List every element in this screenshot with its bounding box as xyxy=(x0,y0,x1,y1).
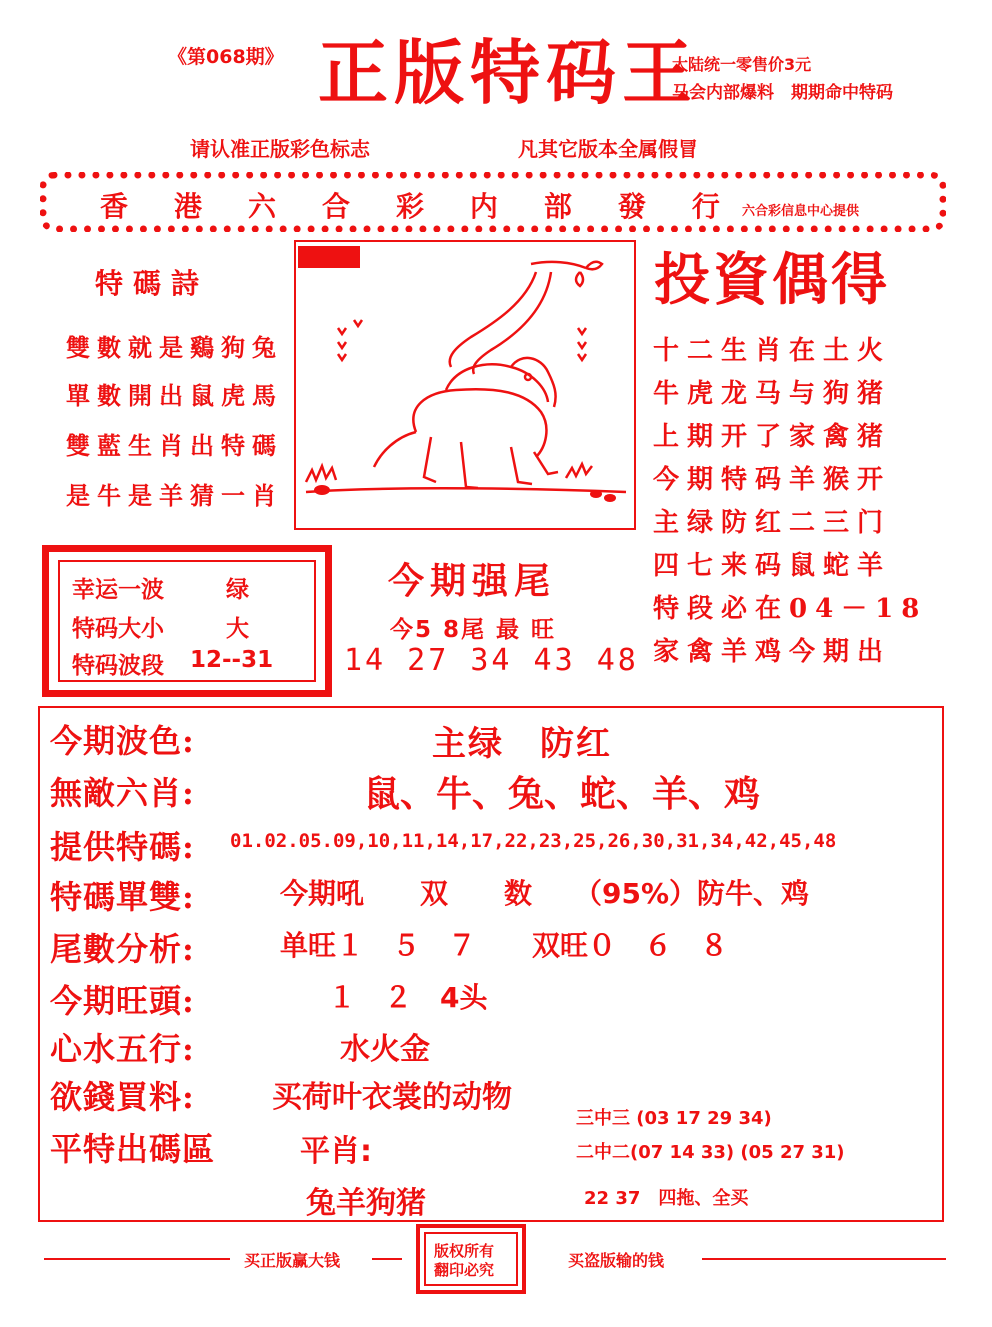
price-note: 大陆统一零售价3元 xyxy=(672,55,812,74)
verse-line: 特段必在04－18 xyxy=(653,594,928,624)
flat-zodiac-value: 兔羊狗猪 xyxy=(306,1186,426,1221)
banner-char: 行 xyxy=(691,190,720,223)
lucky-label: 特码波段 xyxy=(72,653,164,679)
footer-left-slogan: 买正版赢大钱 xyxy=(244,1251,341,1270)
inside-note: 马会内部爆料 期期命中特码 xyxy=(672,83,893,103)
banner-char: 内 xyxy=(469,190,498,223)
poem-line: 是牛是羊猜一肖 xyxy=(66,481,283,510)
codes-label: 提供特碼: xyxy=(50,828,195,866)
copyright-line: 翻印必究 xyxy=(434,1261,495,1279)
poem-title: 特碼詩 xyxy=(95,267,210,300)
banner-char: 六 xyxy=(247,190,276,223)
element-value: 水火金 xyxy=(340,1032,430,1067)
head-label: 今期旺頭: xyxy=(50,982,195,1020)
verse-line: 上期开了家禽猪 xyxy=(653,422,892,452)
strong-tail-subtitle: 今5 8尾 最 旺 xyxy=(390,617,557,643)
verse-line: 今期特码羊猴开 xyxy=(653,465,892,495)
verse-line: 牛虎龙马与狗猪 xyxy=(653,379,892,409)
footer-right-slogan: 买盗版输的钱 xyxy=(568,1251,665,1270)
issue-number: 《第068期》 xyxy=(168,46,284,68)
page-title: 正版特码王 xyxy=(318,31,698,114)
banner-char: 部 xyxy=(543,190,572,223)
six-zodiac-value: 鼠、牛、兔、蛇、羊、鸡 xyxy=(364,774,761,815)
poem-line: 單數開出鼠虎馬 xyxy=(66,381,283,410)
tail-label: 尾數分析: xyxy=(50,930,195,968)
riddle-value: 买荷叶衣裳的动物 xyxy=(272,1080,512,1115)
seal-stamp-icon xyxy=(298,246,360,268)
banner-char: 香 xyxy=(100,190,129,223)
lucky-label: 特码大小 xyxy=(72,616,164,642)
banner-provider: 六合彩信息中心提供 xyxy=(742,204,860,219)
four-drag-text: 22 37 四拖、全买 xyxy=(584,1188,749,1209)
strong-tail-numbers: 14 27 34 43 48 xyxy=(344,643,639,678)
verse-line: 主绿防红二三门 xyxy=(653,508,892,538)
authentic-notice: 请认准正版彩色标志 xyxy=(190,137,370,161)
footer-divider xyxy=(44,1258,230,1260)
ox-illustration-icon xyxy=(296,242,634,528)
head-value: １ ２ 4头 xyxy=(328,981,488,1014)
six-zodiac-label: 無敵六肖: xyxy=(50,774,195,812)
riddle-label: 欲錢買料: xyxy=(50,1078,195,1116)
two-hit-text: 二中二(07 14 33) (05 27 31) xyxy=(576,1142,845,1163)
lucky-value: 大 xyxy=(226,616,249,642)
banner-char: 彩 xyxy=(395,190,424,223)
ox-illustration-frame xyxy=(294,240,636,530)
poem-line: 雙藍生肖出特碼 xyxy=(66,431,283,460)
tail-value: 单旺１ ５ ７ 双旺０ ６ ８ xyxy=(280,929,729,962)
poem-line: 雙數就是鷄狗兔 xyxy=(66,333,283,362)
color-value: 主绿 防红 xyxy=(432,724,612,764)
element-label: 心水五行: xyxy=(50,1030,195,1068)
invest-title: 投資偶得 xyxy=(654,247,890,313)
banner-char: 發 xyxy=(617,190,646,223)
flat-zone-label: 平特出碼區 xyxy=(50,1130,216,1168)
parity-value: 今期吼 双 数 （95%）防牛、鸡 xyxy=(280,877,810,910)
parity-label: 特碼單雙: xyxy=(50,878,195,916)
lucky-label: 幸运一波 xyxy=(72,577,164,603)
codes-value: 01.02.05.09,10,11,14,17,22,23,25,26,30,31,34,42,45,48 xyxy=(230,830,837,852)
copyright-line: 版权所有 xyxy=(434,1242,495,1260)
verse-line: 家禽羊鸡今期出 xyxy=(653,637,892,667)
footer-divider xyxy=(702,1258,946,1260)
three-hit-text: 三中三 (03 17 29 34) xyxy=(576,1108,772,1129)
lucky-value: 12--31 xyxy=(190,647,274,673)
verse-line: 四七来码鼠蛇羊 xyxy=(653,551,892,581)
counterfeit-notice: 凡其它版本全属假冒 xyxy=(518,137,698,161)
color-label: 今期波色: xyxy=(50,722,195,760)
verse-line: 十二生肖在土火 xyxy=(653,336,892,366)
banner-char: 合 xyxy=(321,190,350,223)
flat-zodiac-label: 平肖: xyxy=(300,1134,372,1169)
footer-divider xyxy=(372,1258,402,1260)
banner-char: 港 xyxy=(173,190,202,223)
strong-tail-title: 今期强尾 xyxy=(388,560,557,602)
lucky-value: 绿 xyxy=(226,577,249,603)
banner-text xyxy=(100,185,720,225)
